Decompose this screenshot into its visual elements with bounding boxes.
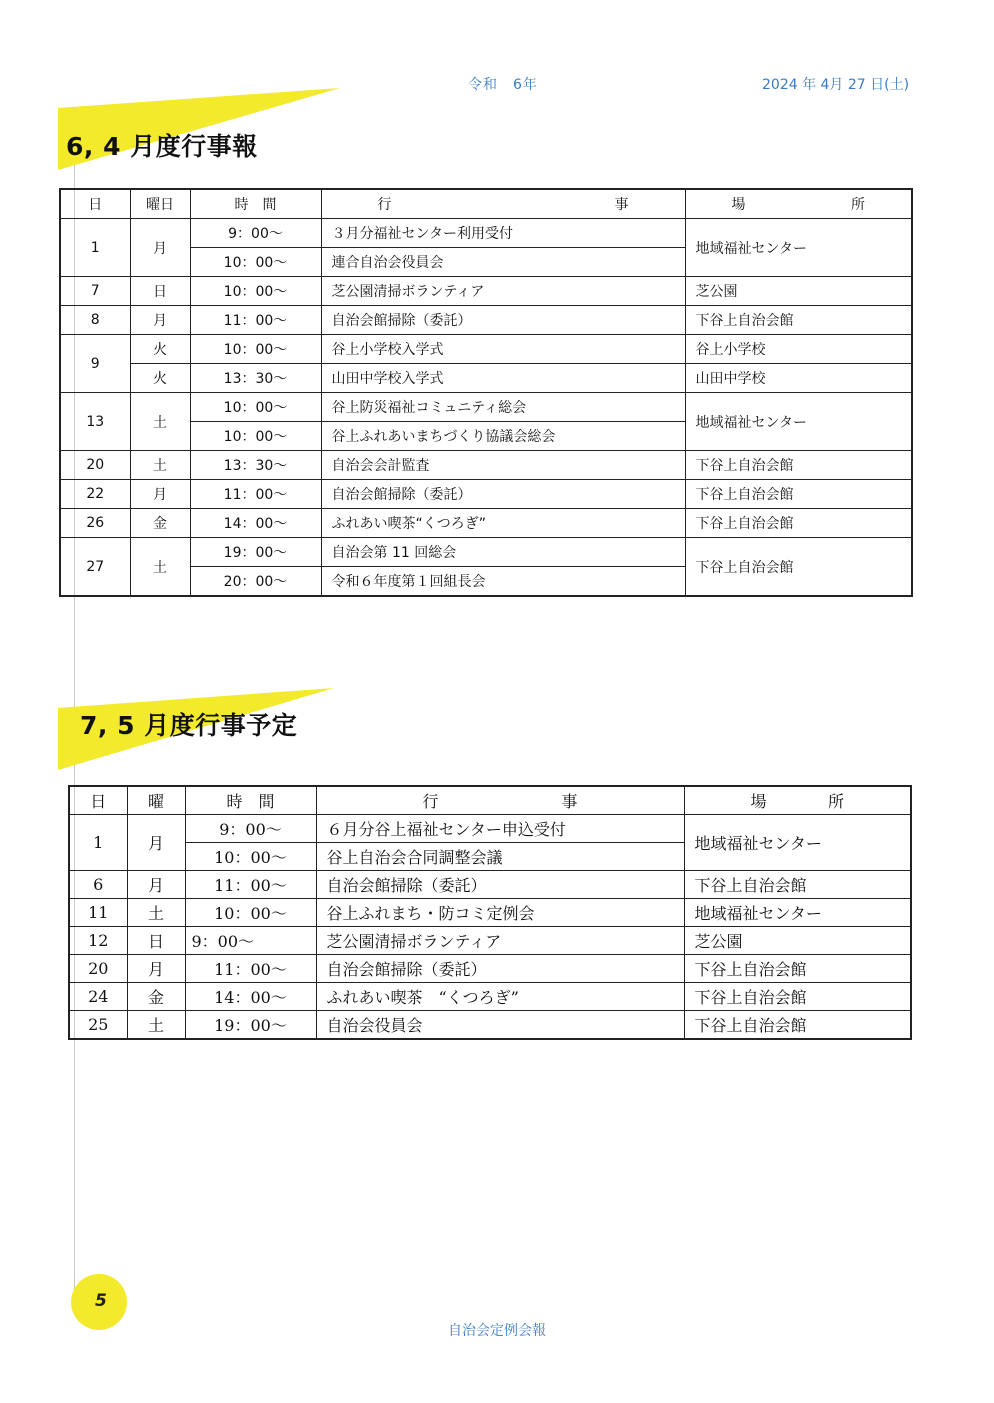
table-row bbox=[60, 393, 912, 422]
section1-title: 6, 4 月度行事報 bbox=[66, 132, 258, 161]
col-weekday: 曜 bbox=[127, 786, 185, 815]
cell-day: 11 bbox=[69, 899, 127, 927]
cell-place: 下谷上自治会館 bbox=[684, 871, 911, 899]
cell-day: 13 bbox=[60, 393, 130, 451]
cell-time: 10：00～ bbox=[190, 393, 321, 422]
table-row bbox=[60, 306, 912, 335]
table-row bbox=[60, 509, 912, 538]
cell-event: 自治会館掃除（委託） bbox=[321, 306, 685, 335]
cell-time: 10：00～ bbox=[190, 422, 321, 451]
cell-place: 地域福祉センター bbox=[685, 219, 912, 277]
col-day: 日 bbox=[60, 189, 130, 219]
cell-time: 11：00～ bbox=[185, 955, 316, 983]
cell-weekday: 月 bbox=[127, 955, 185, 983]
cell-day: 6 bbox=[69, 871, 127, 899]
cell-event: ３月分福祉センター利用受付 bbox=[321, 219, 685, 248]
col-place: 場 所 bbox=[684, 786, 911, 815]
cell-event: ふれあい喫茶“くつろぎ” bbox=[321, 509, 685, 538]
cell-weekday: 金 bbox=[127, 983, 185, 1011]
section1-table bbox=[59, 188, 913, 597]
table-row bbox=[69, 927, 911, 955]
cell-time: 10：00～ bbox=[190, 248, 321, 277]
table-row bbox=[69, 1011, 911, 1040]
cell-event: ６月分谷上福祉センター申込受付 bbox=[316, 815, 684, 843]
table-row bbox=[60, 480, 912, 509]
table-row bbox=[60, 364, 912, 393]
col-place: 場 所 bbox=[685, 189, 912, 219]
cell-weekday: 月 bbox=[127, 815, 185, 871]
cell-place: 下谷上自治会館 bbox=[684, 983, 911, 1011]
cell-place: 谷上小学校 bbox=[685, 335, 912, 364]
cell-weekday: 月 bbox=[130, 306, 190, 335]
cell-day: 25 bbox=[69, 1011, 127, 1040]
table-row bbox=[60, 451, 912, 480]
col-day: 日 bbox=[69, 786, 127, 815]
cell-event: 山田中学校入学式 bbox=[321, 364, 685, 393]
col-event: 行 事 bbox=[321, 189, 685, 219]
cell-time: 10：00～ bbox=[190, 277, 321, 306]
cell-place: 地域福祉センター bbox=[684, 815, 911, 871]
section2-title: 7, 5 月度行事予定 bbox=[80, 711, 298, 740]
cell-event: ふれあい喫茶 “くつろぎ” bbox=[316, 983, 684, 1011]
cell-place: 下谷上自治会館 bbox=[685, 509, 912, 538]
cell-event: 谷上小学校入学式 bbox=[321, 335, 685, 364]
cell-weekday: 土 bbox=[127, 1011, 185, 1040]
cell-time: 9：00～ bbox=[185, 927, 316, 955]
cell-day: 20 bbox=[69, 955, 127, 983]
table-row bbox=[69, 815, 911, 843]
cell-day: 26 bbox=[60, 509, 130, 538]
table-row bbox=[69, 955, 911, 983]
cell-time: 9：00～ bbox=[185, 815, 316, 843]
table-header-row bbox=[69, 786, 911, 815]
cell-time: 11：00～ bbox=[190, 306, 321, 335]
cell-time: 10：00～ bbox=[190, 335, 321, 364]
header-era: 令和 6年 bbox=[468, 77, 538, 93]
table-row bbox=[69, 871, 911, 899]
cell-place: 地域福祉センター bbox=[684, 899, 911, 927]
cell-weekday: 日 bbox=[127, 927, 185, 955]
cell-place: 下谷上自治会館 bbox=[684, 1011, 911, 1040]
cell-day: 12 bbox=[69, 927, 127, 955]
cell-time: 19：00～ bbox=[185, 1011, 316, 1040]
cell-event: 谷上防災福祉コミュニティ総会 bbox=[321, 393, 685, 422]
col-time: 時 間 bbox=[190, 189, 321, 219]
cell-place: 芝公園 bbox=[685, 277, 912, 306]
cell-event: 連合自治会役員会 bbox=[321, 248, 685, 277]
col-weekday: 曜日 bbox=[130, 189, 190, 219]
cell-event: 自治会館掃除（委託） bbox=[316, 955, 684, 983]
cell-event: 令和６年度第１回組長会 bbox=[321, 567, 685, 597]
cell-place: 下谷上自治会館 bbox=[685, 538, 912, 597]
table-row bbox=[60, 538, 912, 567]
cell-time: 10：00～ bbox=[185, 843, 316, 871]
cell-weekday: 火 bbox=[130, 335, 190, 364]
col-time: 時 間 bbox=[185, 786, 316, 815]
cell-place: 下谷上自治会館 bbox=[685, 306, 912, 335]
cell-time: 20：00～ bbox=[190, 567, 321, 597]
cell-place: 地域福祉センター bbox=[685, 393, 912, 451]
cell-weekday: 土 bbox=[130, 451, 190, 480]
table-row bbox=[60, 335, 912, 364]
cell-event: 自治会第 11 回総会 bbox=[321, 538, 685, 567]
cell-time: 14：00～ bbox=[190, 509, 321, 538]
cell-time: 14：00～ bbox=[185, 983, 316, 1011]
footer-title: 自治会定例会報 bbox=[448, 1323, 546, 1339]
cell-place: 下谷上自治会館 bbox=[685, 451, 912, 480]
page-number: 5 bbox=[95, 1291, 107, 1311]
section2-table bbox=[68, 785, 912, 1040]
cell-place: 下谷上自治会館 bbox=[684, 955, 911, 983]
cell-day: 20 bbox=[60, 451, 130, 480]
cell-event: 谷上ふれまち・防コミ定例会 bbox=[316, 899, 684, 927]
table-row bbox=[69, 983, 911, 1011]
table-row bbox=[60, 219, 912, 248]
cell-place: 芝公園 bbox=[684, 927, 911, 955]
cell-time: 9：00～ bbox=[190, 219, 321, 248]
cell-time: 13：30～ bbox=[190, 451, 321, 480]
cell-time: 13：30～ bbox=[190, 364, 321, 393]
cell-day: 24 bbox=[69, 983, 127, 1011]
cell-event: 自治会役員会 bbox=[316, 1011, 684, 1040]
cell-day: 8 bbox=[60, 306, 130, 335]
cell-event: 芝公園清掃ボランティア bbox=[316, 927, 684, 955]
table-row bbox=[60, 277, 912, 306]
cell-day: 9 bbox=[60, 335, 130, 393]
cell-event: 谷上自治会合同調整会議 bbox=[316, 843, 684, 871]
cell-event: 芝公園清掃ボランティア bbox=[321, 277, 685, 306]
cell-day: 22 bbox=[60, 480, 130, 509]
cell-weekday: 月 bbox=[130, 480, 190, 509]
cell-time: 19：00～ bbox=[190, 538, 321, 567]
cell-weekday: 土 bbox=[130, 538, 190, 597]
table-row bbox=[69, 899, 911, 927]
cell-time: 11：00～ bbox=[185, 871, 316, 899]
cell-event: 自治会会計監査 bbox=[321, 451, 685, 480]
cell-weekday: 月 bbox=[127, 871, 185, 899]
cell-place: 下谷上自治会館 bbox=[685, 480, 912, 509]
cell-day: 1 bbox=[60, 219, 130, 277]
cell-day: 1 bbox=[69, 815, 127, 871]
header-date: 2024 年 4月 27 日(土) bbox=[762, 77, 910, 93]
cell-day: 7 bbox=[60, 277, 130, 306]
cell-time: 10：00～ bbox=[185, 899, 316, 927]
cell-event: 自治会館掃除（委託） bbox=[316, 871, 684, 899]
cell-place: 山田中学校 bbox=[685, 364, 912, 393]
cell-day: 27 bbox=[60, 538, 130, 597]
cell-weekday: 火 bbox=[130, 364, 190, 393]
cell-weekday: 土 bbox=[127, 899, 185, 927]
col-event: 行 事 bbox=[316, 786, 684, 815]
table-header-row bbox=[60, 189, 912, 219]
cell-weekday: 土 bbox=[130, 393, 190, 451]
cell-weekday: 日 bbox=[130, 277, 190, 306]
cell-weekday: 金 bbox=[130, 509, 190, 538]
cell-event: 谷上ふれあいまちづくり協議会総会 bbox=[321, 422, 685, 451]
cell-weekday: 月 bbox=[130, 219, 190, 277]
cell-event: 自治会館掃除（委託） bbox=[321, 480, 685, 509]
cell-time: 11：00～ bbox=[190, 480, 321, 509]
